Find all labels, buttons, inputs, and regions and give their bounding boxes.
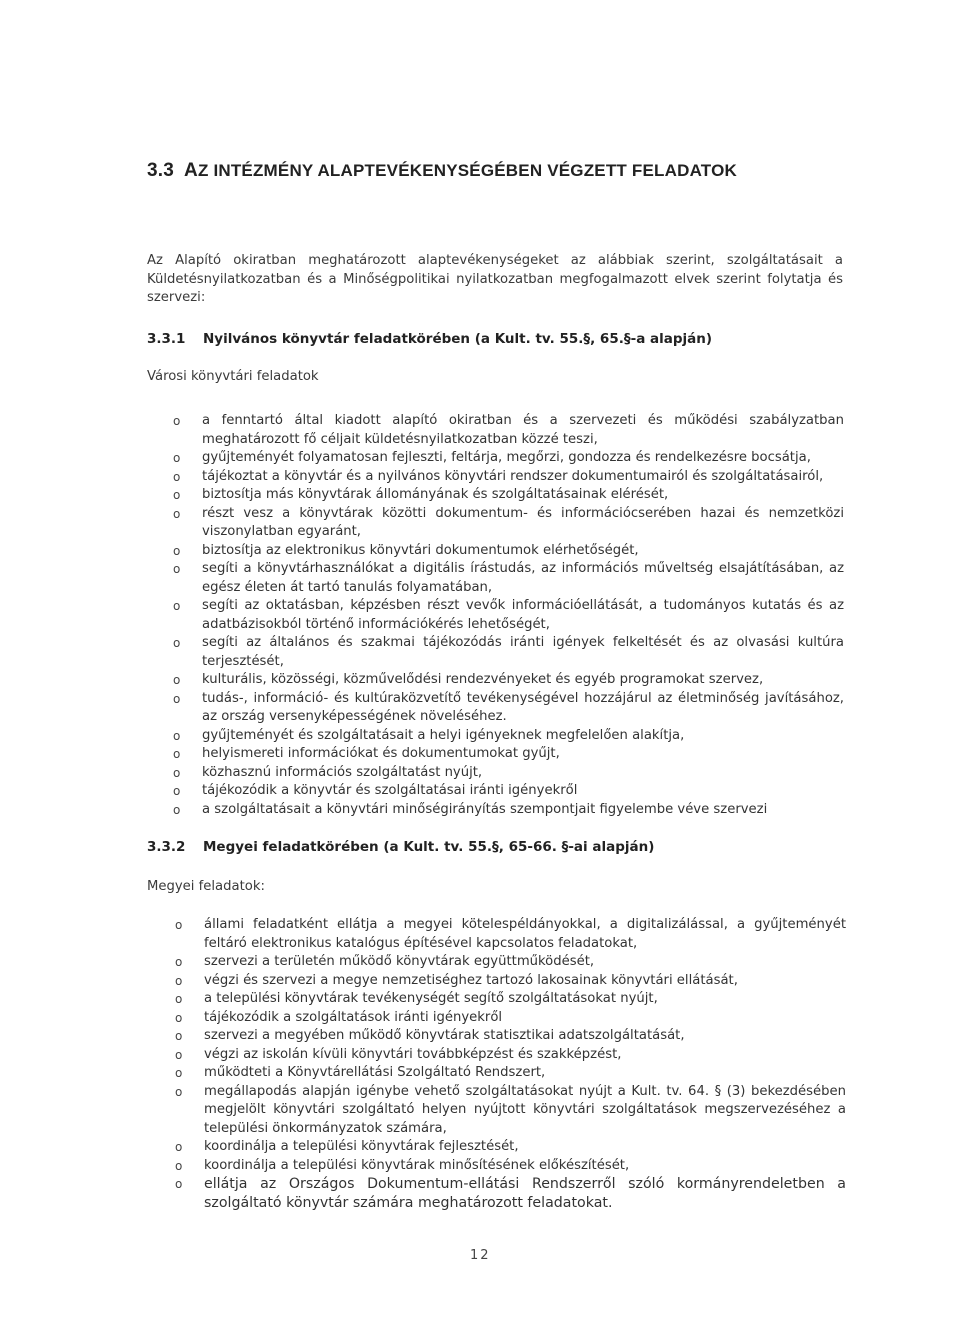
bullet-marker: o	[173, 414, 181, 428]
list-item-text: állami feladatként ellátja a megyei kötelespéldányokkal, a digitalizálással, a gyűjteményét feltáró elektronikus katalógus építésével kapcsolatos feladatokat,	[204, 917, 846, 951]
bullet-marker: o	[173, 784, 181, 798]
list-item	[173, 542, 844, 561]
list-item	[175, 916, 846, 953]
list-item	[173, 560, 844, 597]
subsection-heading-2	[147, 839, 654, 855]
bullet-marker: o	[173, 506, 181, 521]
bullet-marker: o	[173, 765, 181, 780]
bullet-marker: o	[173, 488, 181, 502]
bullet-marker: o	[173, 469, 181, 484]
list-item-text: szervezi a megyében működő könyvtárak statisztikai adatszolgáltatását,	[204, 1028, 685, 1043]
subsection-heading-1	[147, 331, 712, 347]
list-item	[173, 505, 844, 542]
list-item	[173, 782, 844, 801]
list-item	[173, 690, 844, 727]
subsection-title: Nyilvános könyvtár feladatkörében (a Kult. tv. 55.§, 65.§-a alapján)	[203, 331, 713, 347]
list-item	[173, 468, 844, 487]
list-item-text: helyismereti információkat és dokumentumokat gyűjt,	[202, 746, 560, 761]
bullet-marker: o	[175, 1084, 183, 1099]
bullet-marker: o	[173, 636, 181, 650]
list-item	[175, 990, 846, 1009]
bullet-marker: o	[173, 802, 181, 817]
bullet-marker: o	[175, 973, 183, 988]
list-item	[173, 449, 844, 468]
list-item-text: tájékozódik a könyvtár és szolgáltatásai iránti igényekről	[202, 783, 578, 798]
bullet-marker: o	[175, 1010, 183, 1025]
bullet-marker: o	[173, 543, 181, 558]
list-item-text: a szolgáltatásait a könyvtári minőségirányítás szempontjait figyelembe véve szervezi	[202, 801, 768, 817]
list-item-text: tájékoztat a könyvtár és a nyilvános könyvtári rendszer dokumentumairól és szolgáltatásairól,	[202, 468, 824, 484]
list-item	[173, 745, 844, 764]
page-number: 12	[470, 1248, 491, 1263]
list-item-text: biztosítja más könyvtárak állományának és szolgáltatásainak elérését,	[202, 487, 669, 502]
bullet-list-1	[173, 412, 844, 819]
list-item-text: a fenntartó által kiadott alapító okiratban és a szervezeti és működési szabályzatban meghatározott fő céljait küldetésnyilatkozatban közzé teszi,	[202, 413, 844, 447]
list-item-text: gyűjteményét folyamatosan fejleszti, feltárja, megőrzi, gondozza és rendelkezésre bocsátja,	[202, 450, 811, 465]
list-item-text: közhasznú információs szolgáltatást nyújt,	[202, 764, 483, 780]
bullet-marker: o	[173, 728, 181, 743]
bullet-marker: o	[173, 599, 181, 613]
list-item-text: kulturális, közösségi, közművelődési rendezvényeket és egyéb programokat szervez,	[202, 672, 764, 687]
list-item	[175, 953, 846, 972]
section-heading	[147, 160, 737, 182]
section-title-initial: A	[184, 160, 198, 181]
list-item-text: részt vesz a könyvtárak közötti dokumentum- és információcserében hazai és nemzetközi viszonylatban egyaránt,	[202, 505, 844, 539]
list-item	[175, 1046, 846, 1065]
list-item-text: segíti az általános és szakmai tájékozódás iránti igények felkeltését és az olvasási kultúra terjesztését,	[202, 635, 844, 669]
bullet-marker: o	[173, 747, 181, 761]
bullet-marker: o	[173, 451, 181, 465]
bullet-marker: o	[175, 1158, 183, 1173]
list-item	[173, 597, 844, 634]
bullet-marker: o	[175, 1029, 183, 1043]
list-item-text: koordinálja a települési könyvtárak fejlesztését,	[204, 1139, 519, 1154]
bullet-marker: o	[173, 562, 181, 576]
bullet-marker: o	[175, 1140, 183, 1154]
bullet-list-2	[175, 916, 846, 1212]
bullet-marker: o	[175, 1177, 183, 1191]
list-item-text: működteti a Könyvtárellátási Szolgáltató Rendszert,	[204, 1065, 546, 1080]
bullet-marker: o	[175, 918, 183, 932]
bullet-marker: o	[175, 1047, 183, 1062]
list-item-text: koordinálja a települési könyvtárak minősítésének előkészítését,	[204, 1157, 630, 1173]
list-item	[175, 1175, 846, 1212]
list-item-text: végzi és szervezi a megye nemzetiséghez tartozó lakosainak könyvtári ellátását,	[204, 972, 738, 988]
list-item	[175, 972, 846, 991]
section-number: 3.3	[147, 160, 175, 181]
list-item-text: gyűjteményét és szolgáltatásait a helyi igényeknek megfelelően alakítja,	[202, 727, 685, 743]
list-item-text: végzi az iskolán kívüli könyvtári továbbképzést és szakképzést,	[204, 1046, 622, 1062]
list-item	[175, 1064, 846, 1083]
section-title: Z INTÉZMÉNY ALAPTEVÉKENYSÉGÉBEN VÉGZETT FELADATOK	[197, 161, 737, 180]
list-item-text: a települési könyvtárak tevékenységét segítő szolgáltatásokat nyújt,	[204, 991, 658, 1006]
list-item-text: megállapodás alapján igénybe vehető szolgáltatásokat nyújt a Kult. tv. 64. § (3) bekezdésében megjelölt könyvtári szolgáltató helyen nyújtott könyvtári szolgáltatások megszervezéséhez a települési önkormányzatok számára,	[204, 1083, 846, 1136]
list-item	[173, 727, 844, 746]
list-item	[173, 801, 844, 820]
bullet-marker: o	[175, 955, 183, 969]
list-item	[175, 1027, 846, 1046]
intro-paragraph: Az Alapító okiratban meghatározott alaptevékenységeket az alábbiak szerint, szolgáltatásait a Küldetésnyilatkozatban és a Minőségpolitikai nyilatkozatban megfogalmazott elvek szerint folytatja és szervezi:	[147, 253, 843, 305]
list-item	[173, 486, 844, 505]
subsection-title: Megyei feladatkörében (a Kult. tv. 55.§, 65-66. §-ai alapján)	[203, 839, 655, 855]
list-item	[175, 1157, 846, 1176]
list-item	[173, 764, 844, 783]
subsection-number: 3.3.2	[147, 839, 186, 855]
bullet-marker: o	[173, 673, 181, 687]
bullet-marker: o	[175, 992, 183, 1006]
list-item-text: tudás-, információ- és kultúraközvetítő tevékenységével hozzájárul az életminőség javításához, az ország versenyképességének növeléséhez.	[202, 690, 844, 724]
list-item-text: segíti az oktatásban, képzésben részt vevők információellátását, a tudományos kutatás és az adatbázisokból történő információkérés lehetőségét,	[202, 598, 844, 632]
list-item-text: ellátja az Országos Dokumentum-ellátási Rendszerről szóló kormányrendeletben a szolgáltató könyvtár számára meghatározott feladatokat.	[204, 1176, 846, 1211]
list-item-text: biztosítja az elektronikus könyvtári dokumentumok elérhetőségét,	[202, 542, 639, 558]
list-item	[173, 634, 844, 671]
list-item	[173, 412, 844, 449]
list-item	[175, 1083, 846, 1139]
list-item	[175, 1138, 846, 1157]
list-item	[175, 1009, 846, 1028]
bullet-marker: o	[173, 691, 181, 706]
subsection-number: 3.3.1	[147, 331, 186, 347]
list-item-text: tájékozódik a szolgáltatások iránti igényekről	[204, 1009, 503, 1025]
list-lead-2: Megyei feladatok:	[147, 879, 265, 894]
bullet-marker: o	[175, 1066, 183, 1080]
list-lead-1: Városi könyvtári feladatok	[147, 369, 319, 384]
list-item-text: segíti a könyvtárhasználókat a digitális írástudás, az információs műveltség elsajátításában, az egész életen át tartó tanulás folyamatában,	[202, 561, 844, 595]
list-item	[173, 671, 844, 690]
list-item-text: szervezi a területén működő könyvtárak együttműködését,	[204, 954, 595, 969]
